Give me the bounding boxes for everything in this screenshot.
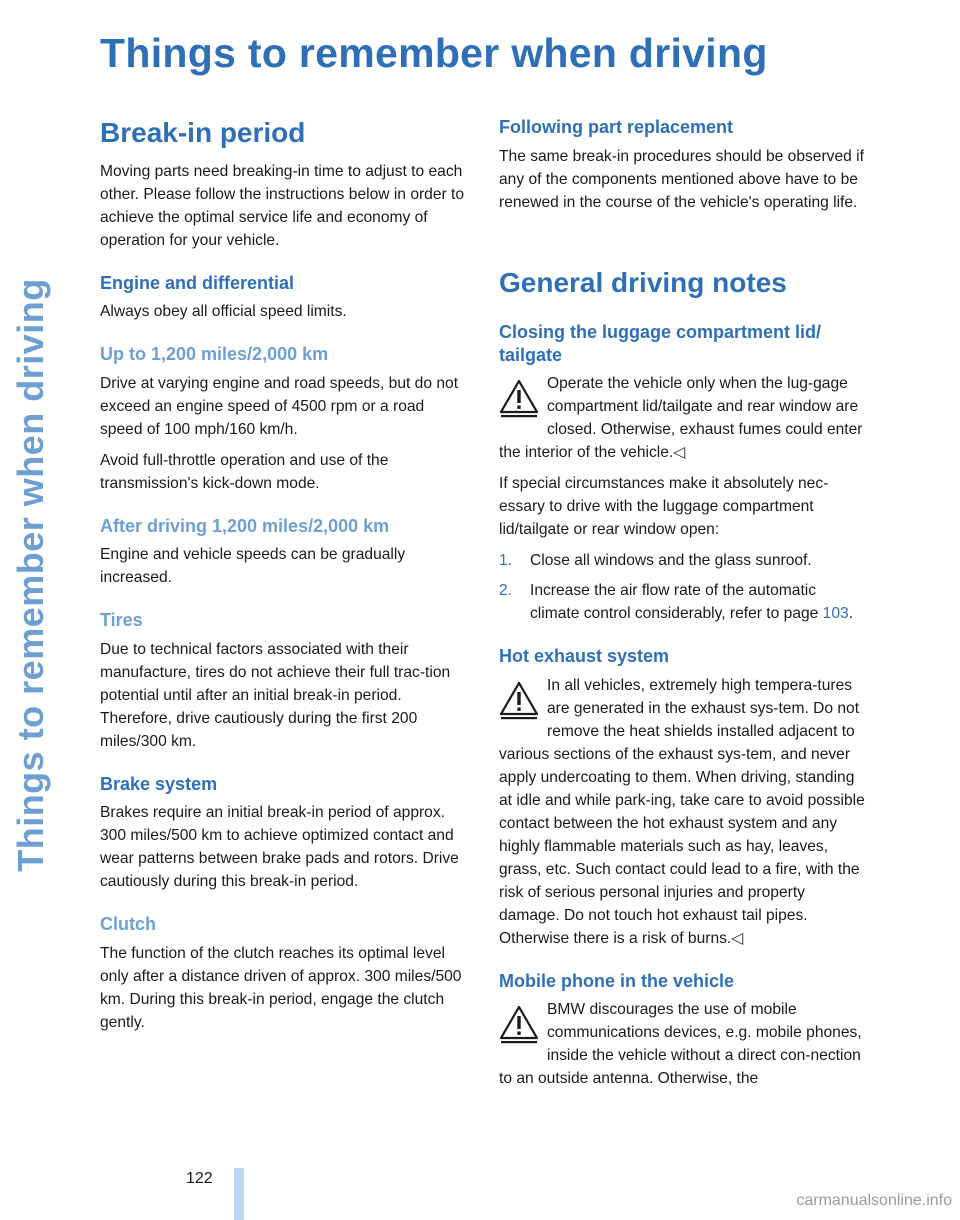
heading-brake-system: Brake system [100, 773, 218, 794]
list-item-text: Close all windows and the glass sunroof. [530, 552, 812, 570]
page-number-bar [234, 1168, 244, 1220]
side-section-title-text: Things to remember when driving [10, 278, 52, 872]
warning-triangle-icon [499, 680, 539, 720]
page-reference-link[interactable]: 103 [822, 605, 849, 623]
list-item-suffix: . [848, 605, 854, 623]
watermark: carmanualsonline.info [796, 1192, 952, 1209]
side-section-title [0, 0, 62, 1150]
break-in-intro: Moving parts need breaking-in time to adjust to each other. Please follow the instructions below in order to achieve the optimal service life and economy of operation for your vehicle. [100, 162, 465, 249]
replacement-text: The same break-in procedures should be observed if any of the components mentioned above have to be renewed in the course of the vehicle's operating life. [499, 147, 864, 211]
warning-triangle-icon [499, 378, 539, 418]
end-of-warning-mark: ◁ [673, 444, 686, 462]
up-to-text-2: Avoid full-throttle operation and use of the transmission's kick-down mode. [100, 451, 389, 492]
page-title: Things to remember when driving [100, 30, 768, 76]
list-item-number: 2. [499, 582, 513, 600]
heading-break-in-period: Break-in period [100, 117, 306, 148]
luggage-text: If special circumstances make it absolutely nec-essary to drive with the luggage compartment lid/tailgate or rear window open: [499, 475, 829, 539]
clutch-text: The function of the clutch reaches its optimal level only after a distance driven of approx. 300 miles/500 km. During this break-in period, engage the clutch gently. [100, 944, 462, 1031]
heading-general-driving-notes: General driving notes [499, 266, 787, 298]
right-column [499, 116, 867, 1098]
list-item [499, 579, 867, 625]
luggage-warning-text: Operate the vehicle only when the lug-gage compartment lid/tailgate and rear window are closed. Otherwise, exhaust fumes could enter the interior of the vehicle. [499, 375, 863, 462]
tires-text: Due to technical factors associated with their manufacture, tires do not achieve their full trac-tion potential until after an initial break-in period. Therefore, drive cautiously during the first 200 miles/300 km. [100, 640, 451, 750]
list-item-text: Increase the air flow rate of the automatic climate control considerably, refer to page [530, 582, 823, 623]
heading-after-1200: After driving 1,200 miles/2,000 km [100, 515, 390, 536]
heading-tires: Tires [100, 610, 143, 631]
heading-clutch: Clutch [100, 914, 156, 935]
warning-triangle-icon [499, 1004, 539, 1044]
heading-up-to-1200: Up to 1,200 miles/2,000 km [100, 344, 329, 365]
heading-engine-differential: Engine and differential [100, 272, 295, 293]
heading-following-part-replacement: Following part replacement [499, 117, 734, 137]
heading-hot-exhaust-system: Hot exhaust system [499, 646, 670, 667]
end-of-warning-mark: ◁ [731, 929, 744, 947]
warning-exhaust [499, 674, 867, 950]
page-number: 122 [186, 1170, 213, 1187]
exhaust-warning-text: In all vehicles, extremely high tempera-tures are generated in the exhaust sys-tem. Do not remove the heat shields installed adjacent to various sections of the exhaust sys-tem, and never apply undercoating to them. When driving, standing at idle and while park-ing, take care to avoid possible contact between the hot exhaust system and any highly flammable materials such as hay, leaves, grass, etc. Such contact could lead to a fire, with the risk of serious personal injuries and property damage. Do not touch hot exhaust tail pipes. Otherwise there is a risk of burns. [499, 676, 865, 947]
list-item-number: 1. [499, 552, 513, 570]
left-column [100, 116, 468, 1042]
list-item [499, 549, 867, 572]
up-to-text-1: Drive at varying engine and road speeds, but do not exceed an engine speed of 4500 rpm or a road speed of 100 mph/160 km/h. [100, 374, 459, 438]
brakes-text: Brakes require an initial break-in period of approx. 300 miles/500 km to achieve optimized contact and wear patterns between brake pads and rotors. Drive cautiously during this break-in period. [100, 804, 459, 891]
heading-luggage-compartment: Closing the luggage compartment lid/ tailgate [499, 322, 822, 365]
after-text: Engine and vehicle speeds can be gradually increased. [100, 546, 406, 587]
warning-luggage [499, 372, 867, 464]
engine-text: Always obey all official speed limits. [100, 303, 347, 321]
heading-mobile-phone: Mobile phone in the vehicle [499, 970, 735, 991]
luggage-steps-list [499, 549, 867, 625]
warning-mobile [499, 998, 867, 1090]
mobile-warning-text: BMW discourages the use of mobile communications devices, e.g. mobile phones, inside the vehicle without a direct con-nection to an outside antenna. Otherwise, the [499, 1001, 862, 1088]
